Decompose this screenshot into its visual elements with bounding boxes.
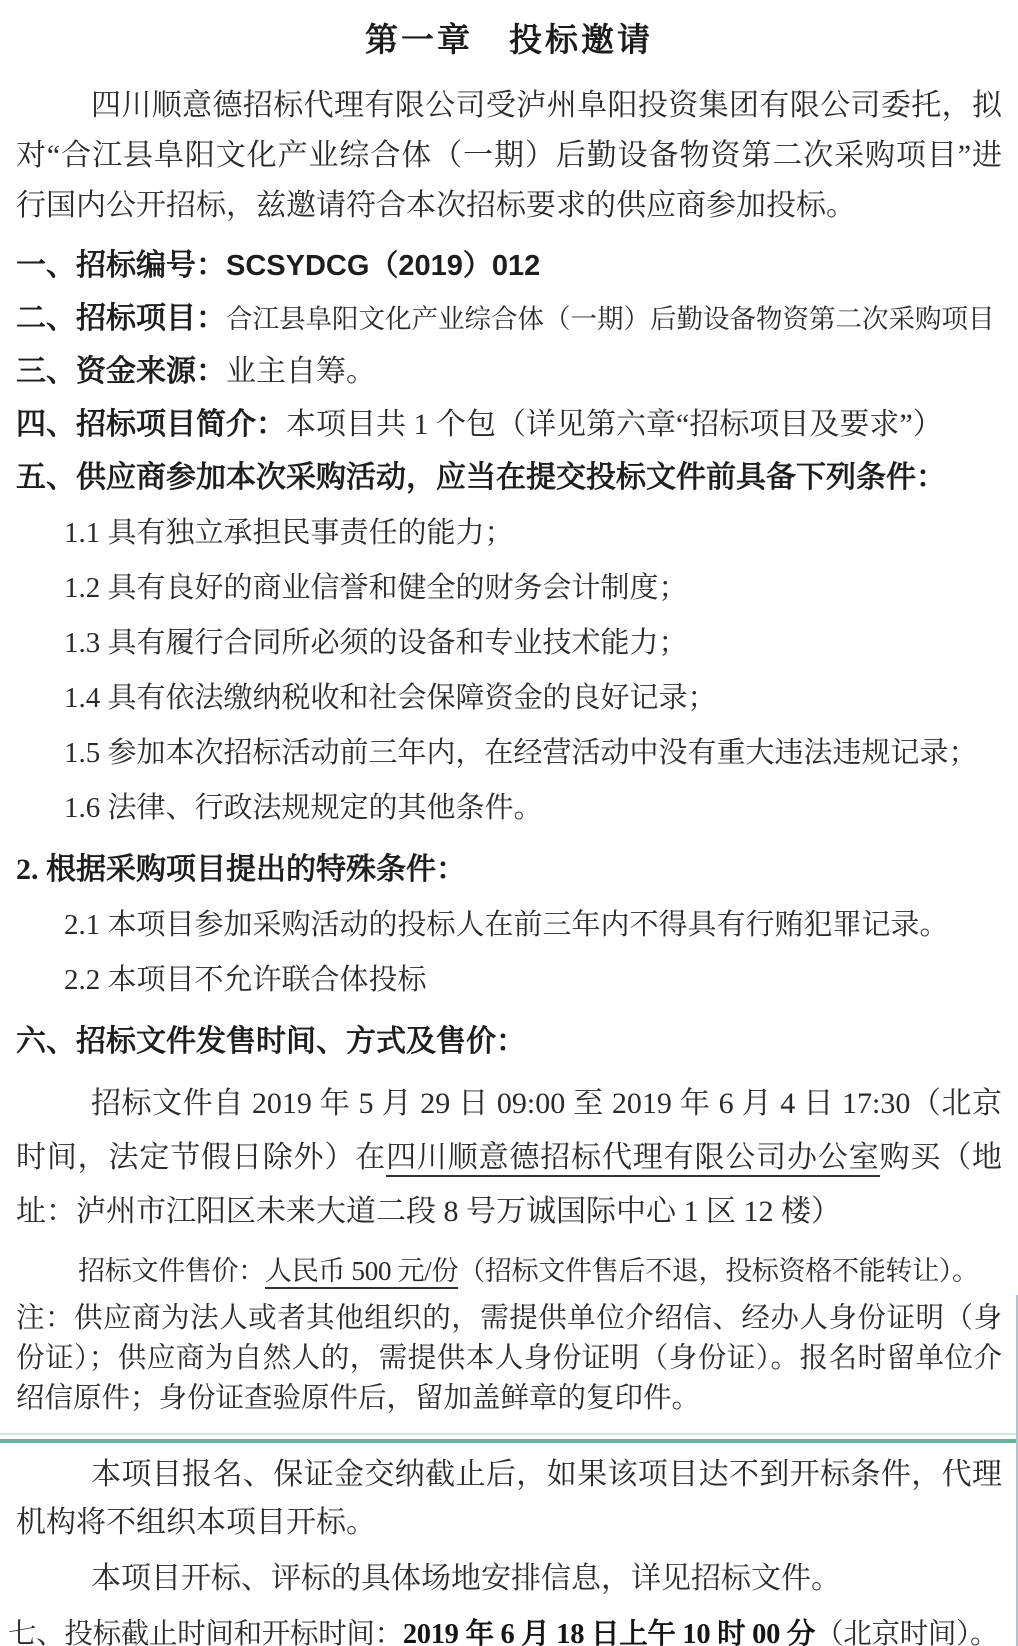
item-project-brief xyxy=(16,407,1002,443)
note-paragraph: 注：供应商为法人或者其他组织的，需提供单位介绍信、经办人身份证明（身份证）；供应商为自然人的，需提供本人身份证明（身份证）。报名时留单位介绍信原件；身份证查验原件后，留加盖鲜章的复印件。 xyxy=(16,1303,1002,1414)
sale-heading: 六、招标文件发售时间、方式及售价： xyxy=(16,1025,526,1058)
sale-location-underlined: 四川顺意德招标代理有限公司办公室 xyxy=(386,1141,879,1177)
item-fund-source-label: 三、资金来源： xyxy=(16,355,226,388)
sale-time-paragraph xyxy=(16,1077,1002,1239)
price-post: （招标文件售后不退，投标资格不能转让）。 xyxy=(458,1256,979,1286)
condition-item-1-3: 1.3 具有履行合同所必须的设备和专业技术能力； xyxy=(64,627,688,659)
chapter-title: 第一章 投标邀请 xyxy=(365,23,653,59)
item-bid-number-value: SCSYDCG（2019）012 xyxy=(226,250,541,282)
item-bid-project xyxy=(16,301,1002,337)
item-bid-number-label: 一、招标编号： xyxy=(16,249,226,282)
item-fund-source-value: 业主自筹。 xyxy=(226,355,376,388)
deadline-time: 2019 年 6 月 18 日上午 10 时 00 分 xyxy=(402,1619,816,1646)
price-underlined: 人民币 500 元/份 xyxy=(265,1256,458,1289)
deadline-label: 七、投标截止时间和开标时间： xyxy=(8,1619,403,1646)
condition-item-1-6: 1.6 法律、行政法规规定的其他条件。 xyxy=(64,792,543,824)
special-conditions-heading: 2. 根据采购项目提出的特殊条件： xyxy=(16,853,466,886)
condition-item-1-5: 1.5 参加本次招标活动前三年内，在经营活动中没有重大违法违规记录； xyxy=(64,737,978,769)
item-bid-project-value: 合江县阜阳文化产业综合体（一期）后勤设备物资第二次采购项目 xyxy=(226,304,995,334)
item-fund-source xyxy=(16,354,1002,390)
notice-paragraph-2: 本项目开标、评标的具体场地安排信息，详见招标文件。 xyxy=(91,1562,841,1595)
intro-paragraph: 四川顺意德招标代理有限公司受泸州阜阳投资集团有限公司委托，拟对“合江县阜阳文化产业综合体（一期）后勤设备物资第二次采购项目”进行国内公开招标，兹邀请符合本次招标要求的供应商参加投标。 xyxy=(16,89,1002,222)
item-project-brief-label: 四、招标项目简介： xyxy=(16,408,286,441)
condition-item-1-1: 1.1 具有独立承担民事责任的能力； xyxy=(64,517,514,549)
sale-time-pre: 招标文件自 2019 年 5 月 29 日 09:00 至 2019 年 6 月 4 日 17:30（北京时间，法定节假日除外）在 xyxy=(16,1087,1002,1174)
item-bid-number xyxy=(16,248,1002,284)
condition-item-1-2: 1.2 具有良好的商业信誉和健全的财务会计制度； xyxy=(64,572,688,604)
deadline-suffix: （北京时间）。 xyxy=(815,1619,999,1646)
item-bid-project-label: 二、招标项目： xyxy=(16,302,226,335)
conditions-heading: 五、供应商参加本次采购活动，应当在提交投标文件前具备下列条件： xyxy=(16,461,946,494)
special-condition-item-2-2: 2.2 本项目不允许联合体投标 xyxy=(64,964,427,996)
price-label: 招标文件售价： xyxy=(78,1256,265,1286)
section-divider-rule xyxy=(0,1433,1018,1443)
special-condition-item-2-1: 2.1 本项目参加采购活动的投标人在前三年内不得具有行贿犯罪记录。 xyxy=(64,909,949,941)
sale-price-paragraph xyxy=(16,1251,1002,1291)
condition-item-1-4: 1.4 具有依法缴纳税收和社会保障资金的良好记录； xyxy=(64,682,717,714)
item-project-brief-value: 本项目共 1 个包（详见第六章“招标项目及要求”） xyxy=(286,408,943,441)
notice-paragraph-1: 本项目报名、保证金交纳截止后，如果该项目达不到开标条件，代理机构将不组织本项目开标。 xyxy=(16,1458,1002,1539)
sale-time-post: 购买（地址：泸州市江阳区未来大道二段 8 号万诚国际中心 1 区 12 楼） xyxy=(16,1141,1003,1228)
deadline-line xyxy=(8,1617,1002,1646)
